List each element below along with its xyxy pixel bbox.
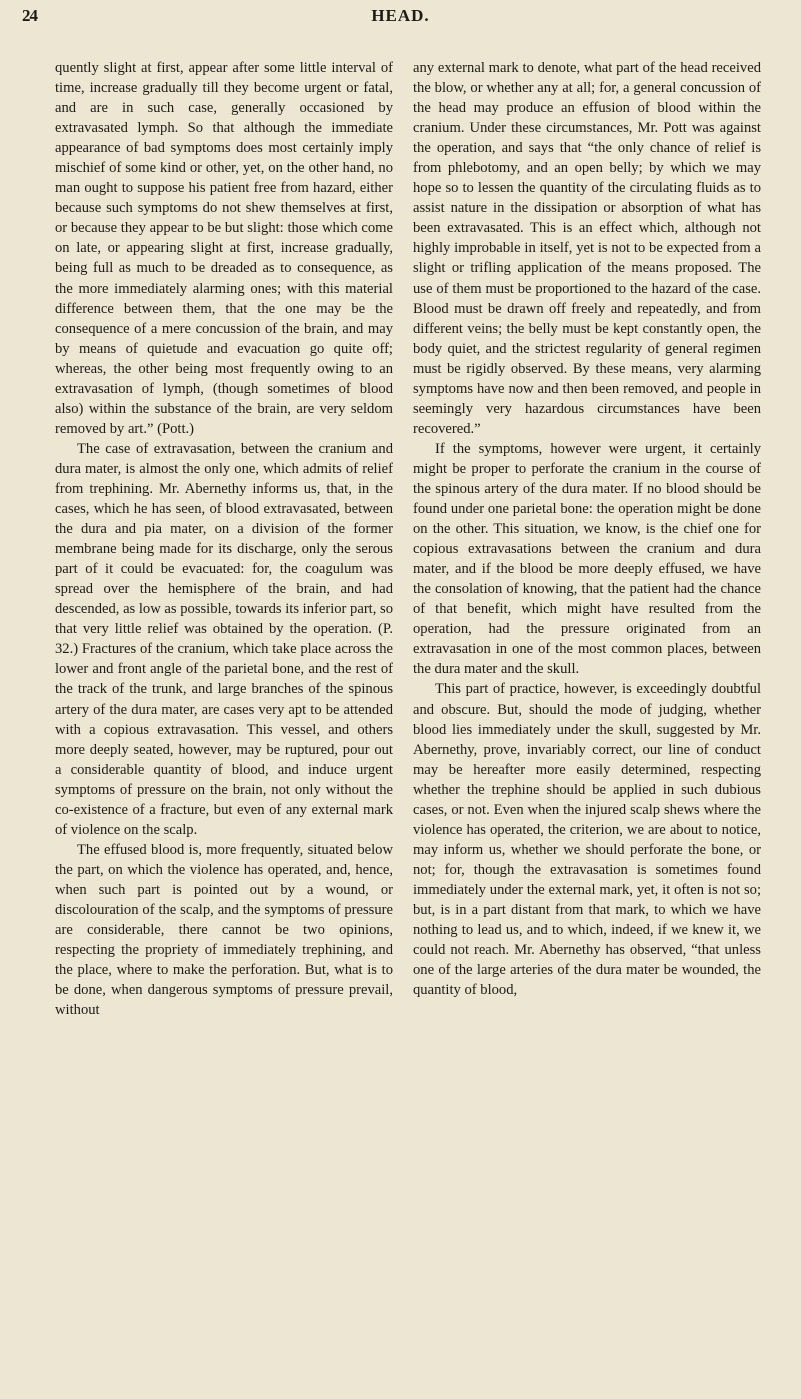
paragraph: This part of practice, however, is exceedingly doubtful and obscure. But, should the mode of judging, whether blood lies immediately under the skull, suggested by Mr. Abernethy, prove, invariably correct, our line of conduct may be hereafter more easily determined, respecting whether the trephine should be applied in such dubious cases, or not. Even when the injured scalp shews where the violence has operated, the criterion, we are about to notice, may inform us, whether we should perforate the bone, or not; for, though the extravasation is sometimes found immediately under the external mark, yet, it often is not so; but, is in a part distant from that mark, to which we have nothing to lead us, and to which, indeed, if we knew it, we could not reach. Mr. Abernethy has observed, “that unless one of the large arteries of the dura mater be wounded, the quantity of blood, — [413, 681, 761, 999]
page-header — [0, 4, 801, 30]
right-column — [413, 58, 761, 1388]
left-column — [55, 58, 393, 1388]
paragraph: If the symptoms, however were urgent, it certainly might be proper to perforate the cranium in the course of the spinous artery of the dura mater. If no blood should be found under one parietal bone: the operation might be done on the other. This situation, we know, is the chief one for copious extravasations between the cranium and dura mater, and if the blood be more deeply effused, we have the consolation of knowing, that the patient had the chance of that benefit, which might have resulted from the operation, had the pressure originated from an extravasation in one of the most common places, between the dura mater and the skull. — [413, 440, 761, 678]
paragraph: quently slight at first, appear after some little interval of time, increase gradually till they become urgent or fatal, and are in such case, generally occasioned by extravasated lymph. So that although the immediate appearance of bad symptoms does most certainly imply mischief of some kind or other, yet, on the other hand, no man ought to suppose his patient free from hazard, either because such symptoms do not shew themselves at first, or because they appear to be but slight: those which come on late, or appearing slight at first, increase gradually, being full as much to be dreaded as to consequence, as the more immediately alarming ones; with this material difference between them, that the one may be the consequence of a mere concussion of the brain, and may by means of quietude and evacuation go quite off; whereas, the other being most frequently owing to an extravasation of lymph, (though sometimes of blood also) within the substance of the brain, are very seldom removed by art.” (Pott.) — [55, 60, 393, 437]
paragraph: The effused blood is, more frequently, situated below the part, on which the violence has operated, and, hence, when such part is pointed out by a wound, or discolouration of the scalp, and the symptoms of pressure are considerable, there cannot be two opinions, respecting the propriety of immediately trephining, and the place, where to make the perforation. But, what is to be done, when dangerous symptoms of pressure prevail, without — [55, 841, 393, 1019]
running-head: HEAD. — [371, 6, 430, 25]
paragraph: any external mark to denote, what part of the head received the blow, or whether any at all; for, a general concussion of the head may produce an effusion of blood within the cranium. Under these circumstances, Mr. Pott was against the operation, and says that “the only chance of relief is from phlebotomy, and an open belly; by which we may hope so to lessen the quantity of the circulating fluids as to assist nature in the dissipation or absorption of what has been extravasated. This is an effect which, although not highly improbable in itself, yet is not to be expected from a slight or trifling application of the means proposed. The use of them must be proportioned to the hazard of the case. Blood must be drawn off freely and repeatedly, and from different veins; the belly must be kept constantly open, the body quiet, and the strictest regularity of general regimen must be rigidly observed. By these means, very alarming symptoms have now and then been removed, and people in seemingly very hazardous circumstances have been recovered.” — [413, 60, 761, 437]
paragraph: The case of extravasation, between the cranium and dura mater, is almost the only one, which admits of relief from trephining. Mr. Abernethy informs us, that, in the cases, which he has seen, of blood extravasated, between the dura and pia mater, on a division of the former membrane being made for its discharge, only the serous part of it could be evacuated: for, the coagulum was spread over the hemisphere of the brain, and had descended, as low as possible, towards its inferior part, so that very little relief was obtained by the operation. (P. 32.) Fractures of the cranium, which take place across the lower and front angle of the parietal bone, and the rest of the track of the trunk, and large branches of the spinous artery of the dura mater, are cases very apt to be attended with a copious extravasation. This vessel, and others more deeply seated, however, may be ruptured, pour out a considerable quantity of blood, and induce urgent symptoms of pressure on the brain, not only without the co-existence of a fracture, but even of any external mark of violence on the scalp. — [55, 440, 393, 838]
page-number: 24 — [22, 6, 37, 25]
